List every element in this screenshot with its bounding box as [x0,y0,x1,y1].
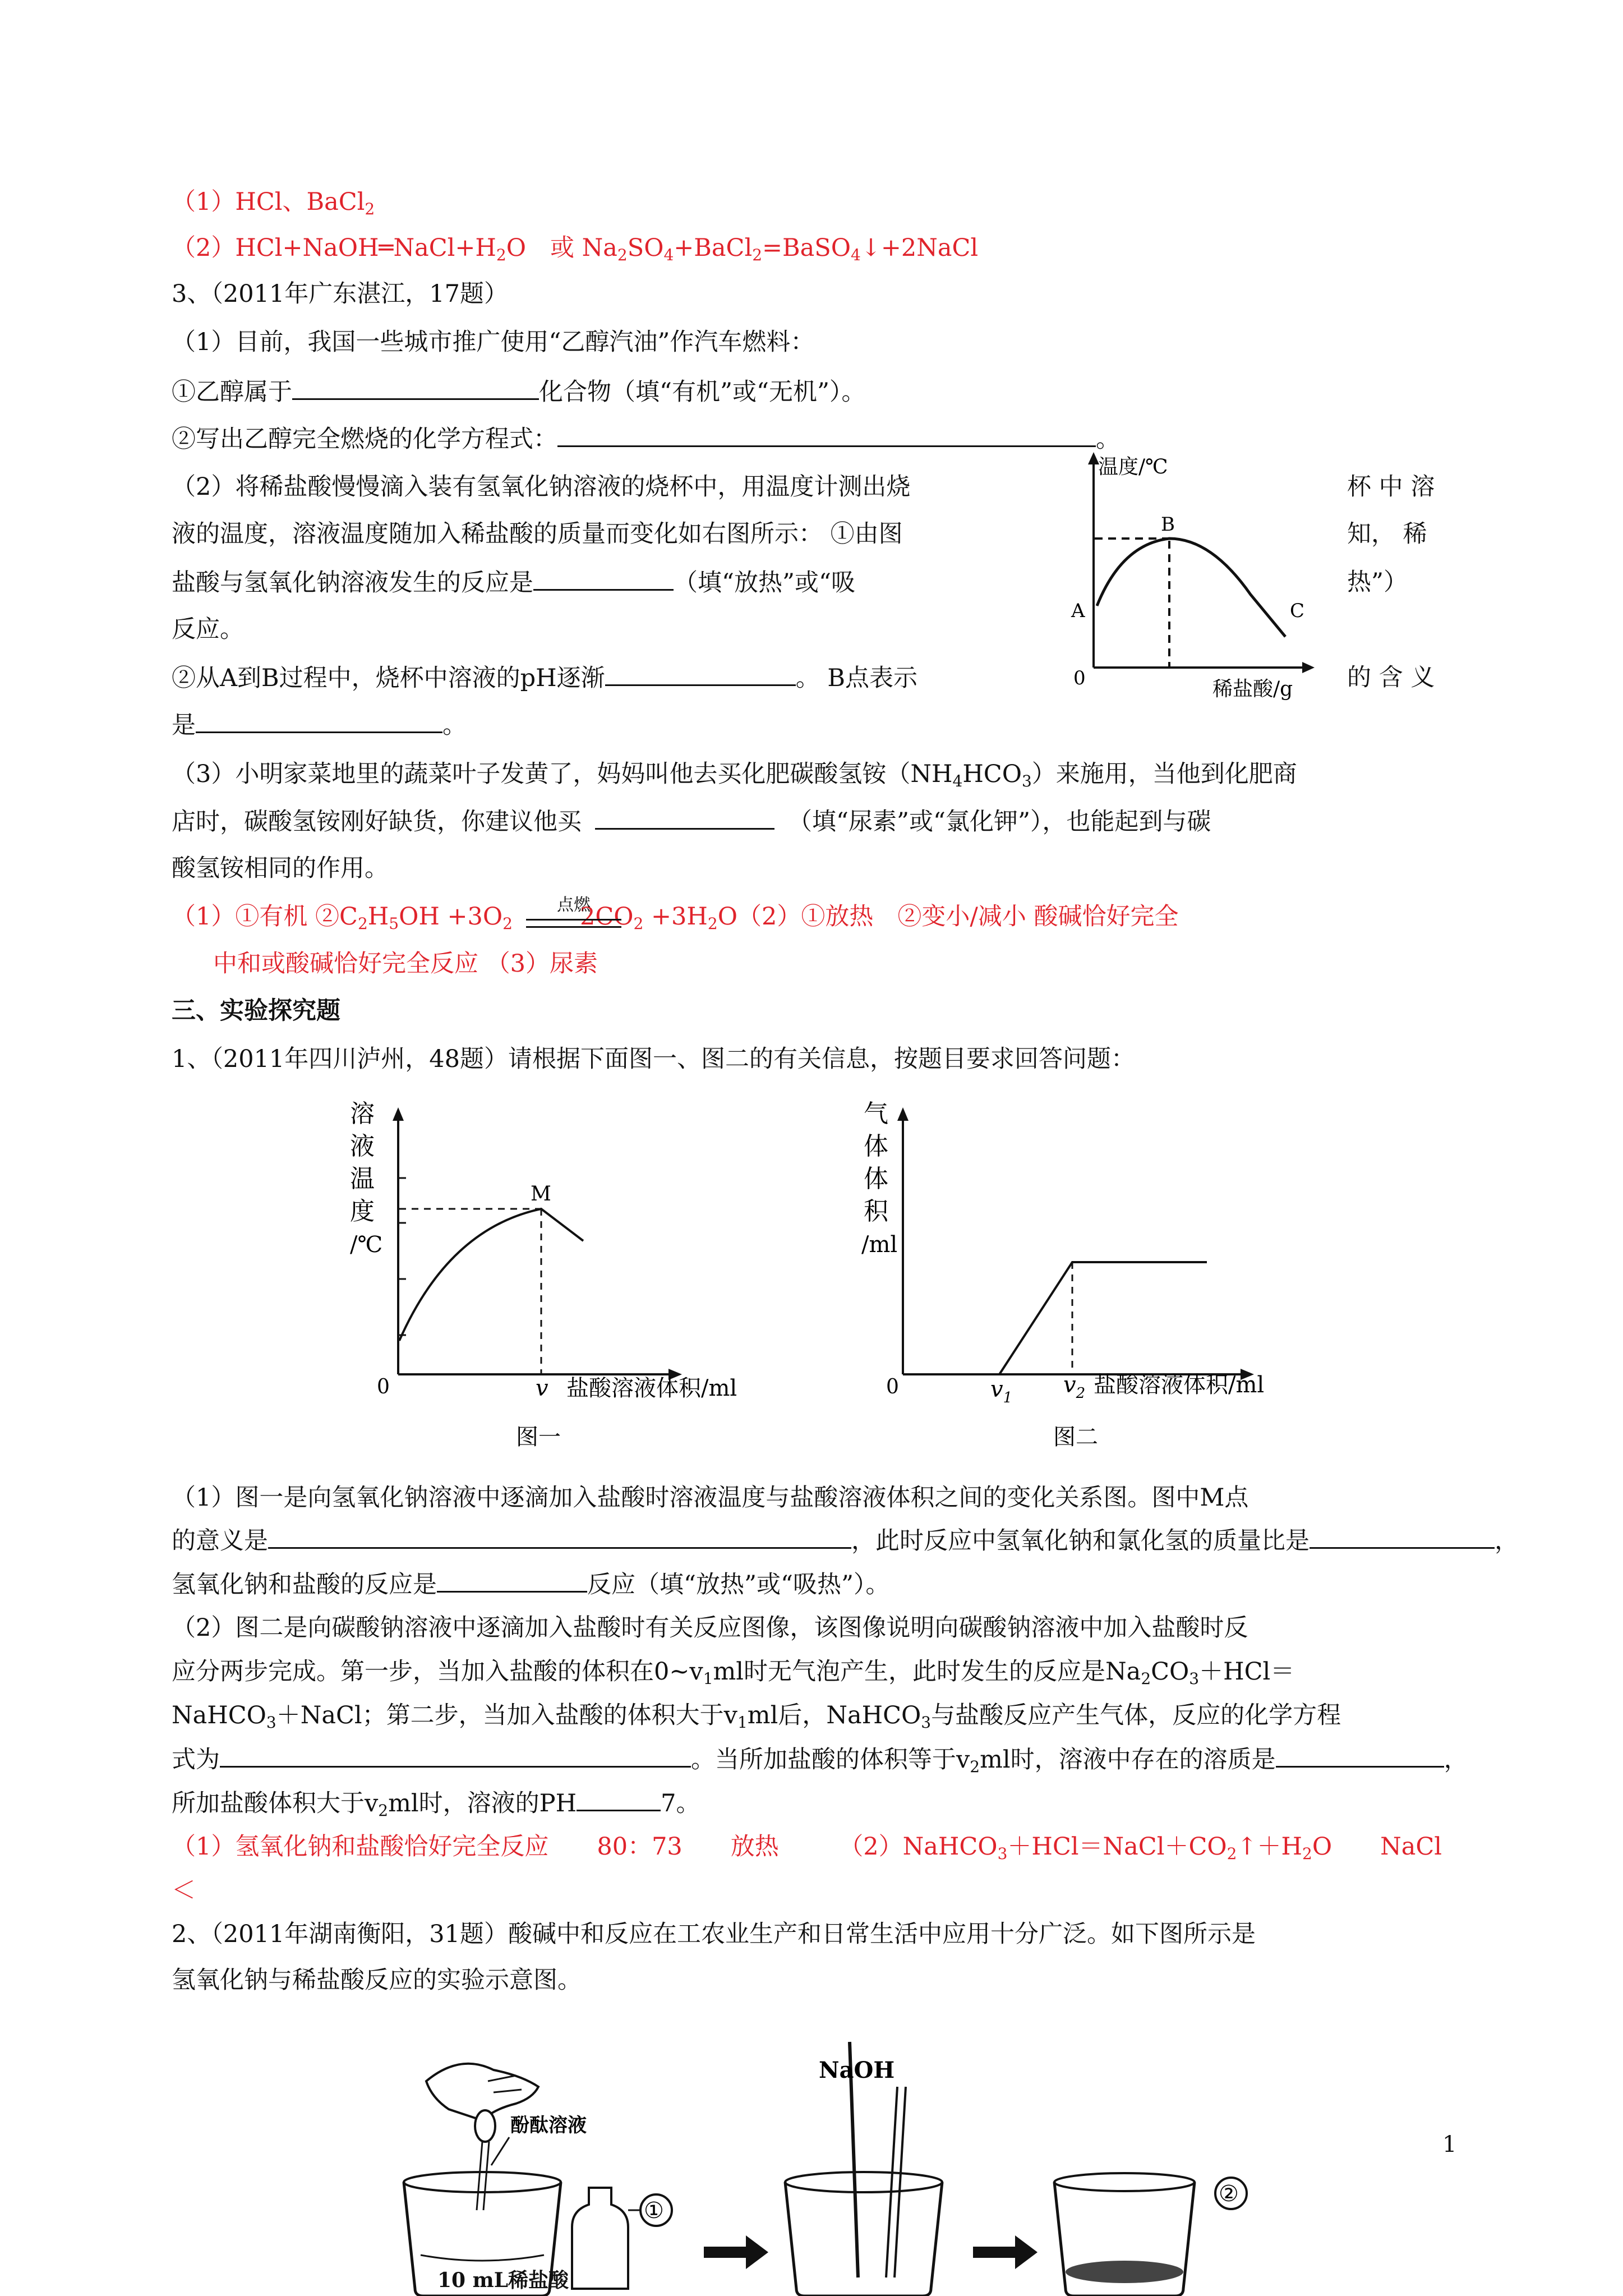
fig2-v2-label: $v_2$ [1063,1372,1086,1402]
fig1-v-label: v [536,1375,548,1401]
fig2-caption: 图二 [1053,1424,1098,1450]
fig2-ylabel-1: 气 [864,1099,888,1128]
q3-header: 3、（2011年广东湛江，17题） [172,280,509,308]
e2-line1: 2、（2011年湖南衡阳，31题）酸碱中和反应在工农业生产和日常生活中应用十分广泛。如下图所示是 [172,1920,1256,1948]
q3-part2-line3: 盐酸与氢氧化钠溶液发生的反应是 （填“放热”或“吸 [172,565,855,600]
e1-q2-line4: 式为 。当所加盐酸的体积等于$v_2ml$时，溶液中存在的溶质是 ， [172,1742,1468,1777]
circle-label-2: ② [1219,2181,1239,2207]
graph-point-a: A [1071,600,1085,622]
e1-q1-line3: 氢氧化钠和盐酸的反应是 反应（填“放热”或“吸热”）。 [172,1567,889,1602]
e1-q1-line2: 的意义是 ，此时反应中氢氧化钠和氯化氢的质量比是 ， [172,1524,1519,1558]
label-dilute-hcl: 10 mL稀盐酸 [437,2269,569,2292]
figure-2 [841,1094,1279,1464]
q3-part3-line3: 酸氢铵相同的作用。 [172,854,389,882]
q3-part1-q2: ②写出乙醇完全燃烧的化学方程式： 。 [172,422,1120,456]
fig1-caption: 图一 [516,1424,561,1450]
q3-part2-line2: 液的温度，溶液温度随加入稀盐酸的质量而变化如右图所示： ①由图 [172,520,903,548]
q3-answer-line1: （1）①有机 $②C_2H_5OH +3O_2$ $2CO_2$ $+3H_2O(2)①$放热 ②变小/减小 酸碱恰好完全 [172,903,1179,933]
graph-origin: 0 [1073,667,1086,689]
temperature-graph [1043,449,1335,707]
q3-part1-q1: ①乙醇属于 化合物（填“有机”或“无机”）。 [172,375,865,409]
answer-line-1: （1）HCl、BaCl$_2$ [172,188,375,218]
q3-part2-line3-right: 热”） [1347,568,1408,596]
graph-point-c: C [1290,600,1305,622]
q3-part2-line1: （2）将稀盐酸慢慢滴入装有氢氧化钠溶液的烧杯中，用温度计测出烧 [172,473,911,501]
experiment-illustration [381,2042,1447,2296]
circle-label-1: ① [644,2198,664,2224]
fig2-ylabel-5: /ml [861,1232,898,1258]
figure-1 [336,1094,737,1464]
q3-answer-line2: 中和或酸碱恰好完全反应 （3）尿素 [213,950,598,978]
fig1-ylabel-4: 度 [350,1197,375,1226]
fig1-ylabel-5: /℃ [350,1232,383,1258]
dropper-bulb-icon [475,2110,495,2142]
e1-q1-line1: （1）图一是向氢氧化钠溶液中逐滴加入盐酸时溶液温度与盐酸溶液体积之间的变化关系图。图中M点 [172,1484,1249,1512]
reaction-condition: 点燃 [557,895,591,915]
reagent-bottle-icon [572,2188,628,2289]
e1-intro: 1、（2011年四川泸州，48题）请根据下面图一、图二的有关信息，按题目要求回答问题： [172,1045,1136,1073]
arrow-right-icon-2 [973,2235,1038,2269]
label-phenolphthalein: 酚酞溶液 [510,2114,587,2137]
reaction-equals-sign [526,919,621,928]
q3-part2-line5-right: 的 含 义 [1347,664,1435,692]
q3-part2-line5: ②从A到B过程中，烧杯中溶液的pH逐渐 。 B点表示 [172,661,917,695]
fig1-ylabel-3: 温 [350,1165,375,1193]
fig2-ylabel-4: 积 [864,1197,888,1226]
graph-point-b: B [1161,513,1175,536]
e1-q2-line1: （2）图二是向碳酸钠溶液中逐滴加入盐酸时有关反应图像，该图像说明向碳酸钠溶液中加入盐酸时反 [172,1614,1248,1642]
fig1-point-m: M [531,1182,551,1205]
fig1-xlabel: 盐酸溶液体积/ml [566,1375,737,1401]
q3-part3-line1: （3）小明家菜地里的蔬菜叶子发黄了，妈妈叫他去买化肥碳酸氢铵$(NH_4HCO_3)$来施用，当他到化肥商 [172,760,1297,790]
q3-part3-line2: 店时，碳酸氢铵刚好缺货，你建议他买 （填“尿素”或“氯化钾”），也能起到与碳 [172,804,1211,839]
fig2-origin: 0 [886,1375,899,1398]
e2-line2: 氢氧化钠与稀盐酸反应的实验示意图。 [172,1966,582,1994]
fig2-xlabel: 盐酸溶液体积/ml [1094,1372,1265,1398]
e1-q2-line2: 应分两步完成。第一步，当加入盐酸的体积在$0\sim v_1ml$时无气泡产生，此时发生的反应是$Na_2CO_3+HCl=$ [172,1658,1295,1688]
graph-ylabel: 温度/℃ [1098,455,1168,478]
section-heading: 三、实验探究题 [172,997,340,1025]
q3-part2-line6: 是 。 [172,708,467,742]
q3-part1: （1）目前，我国一些城市推广使用“乙醇汽油”作汽车燃料： [172,328,815,356]
arrow-right-icon [704,2235,768,2269]
e1-answer-line2: ＜ [172,1876,196,1904]
fig2-ylabel-3: 体 [864,1165,888,1193]
fig1-ylabel-2: 液 [350,1132,375,1161]
q3-part2-line1-right: 杯 中 溶 [1347,473,1435,501]
q3-part2-line4: 反应。 [172,615,244,643]
answer-line-2: $(2)HCl+NaOH═NaCl+H_2O$ 或 $Na_2SO_4+BaCl_2=BaSO_4↓+2NaCl$ [172,234,979,264]
page-number: 1 [1442,2132,1457,2157]
label-naoh: NaOH [819,2057,895,2083]
fig2-ylabel-2: 体 [864,1132,888,1161]
beaker-2-icon [785,2182,942,2296]
fig2-v1-label: $v_1$ [990,1377,1013,1406]
fig1-ylabel-1: 溶 [350,1099,375,1128]
fig1-origin: 0 [377,1375,390,1398]
e1-q2-line5: 所加盐酸体积大于$v_2ml$时，溶液的PH 7。 [172,1786,700,1820]
e1-answer-line1: （1）氢氧化钠和盐酸恰好完全反应 80：73 放热 $(2)NaHCO_3+HCl=NaCl+CO_2↑+H_2O$ NaCl [172,1833,1442,1863]
q3-part2-line2-right: 知， 稀 [1347,520,1427,548]
e1-q2-line3: NaHCO$_3$＋NaCl；第二步，当加入盐酸的体积大于$v_1ml$后，NaHCO$_3$与盐酸反应产生气体，反应的化学方程 [172,1701,1341,1732]
graph-xlabel: 稀盐酸/g [1212,678,1293,701]
